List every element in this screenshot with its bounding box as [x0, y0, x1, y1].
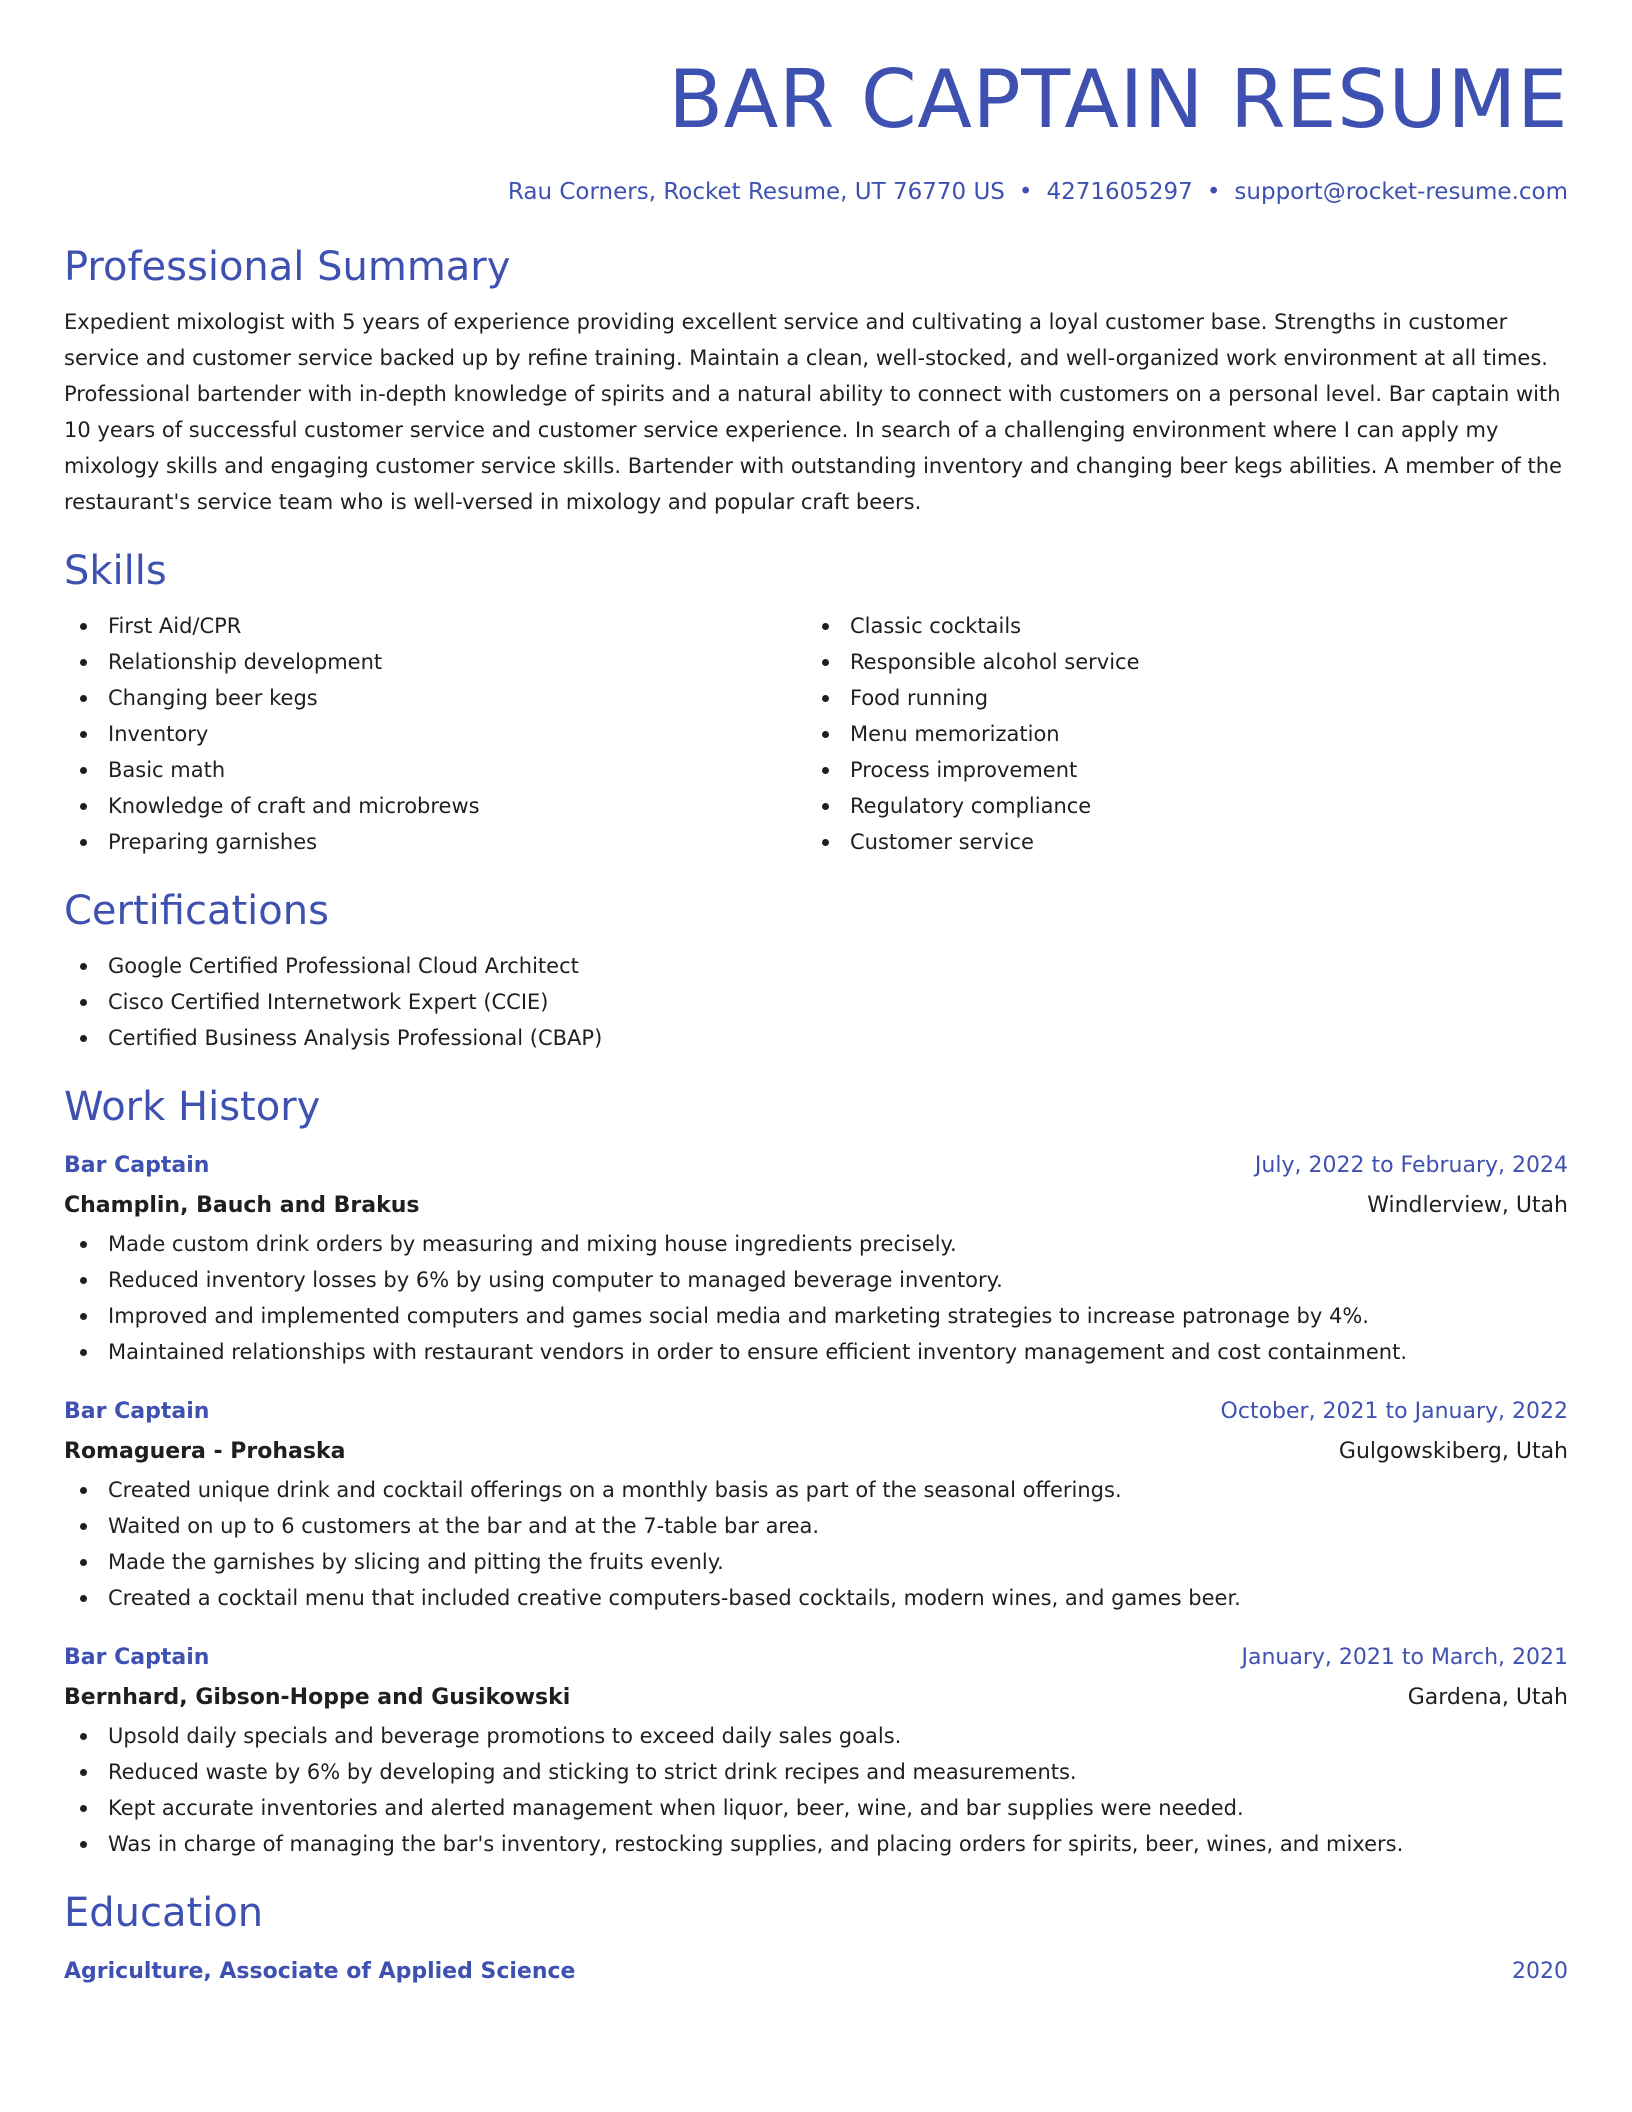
job-bullets: [64, 1718, 1568, 1862]
skills-section: [64, 546, 1568, 860]
contact-line: [64, 176, 1568, 208]
skills-list-left: [64, 608, 806, 860]
certifications-list: [64, 948, 1568, 1056]
education-section: [64, 1888, 1568, 1992]
section-title-skills: Skills: [64, 548, 167, 594]
job-bullet: Created unique drink and cocktail offerings on a monthly basis as part of the seasonal offerings.: [64, 1472, 1568, 1508]
skill-item: Relationship development: [64, 644, 806, 680]
section-title-certifications: Certifications: [64, 888, 329, 934]
job-company-row: [64, 1678, 1568, 1718]
education-year: 2020: [1512, 1959, 1568, 1984]
skill-item: Menu memorization: [806, 716, 1548, 752]
skill-item: Preparing garnishes: [64, 824, 806, 860]
job-location: Gardena, Utah: [1407, 1685, 1568, 1710]
job-bullet: Maintained relationships with restaurant vendors in order to ensure efficient inventory management and cost containment.: [64, 1334, 1568, 1370]
address: Rau Corners, Rocket Resume, UT 76770 US: [507, 179, 1005, 205]
skills-grid: [64, 608, 1568, 860]
certifications-section: [64, 886, 1568, 1056]
certification-item: Certified Business Analysis Professional (CBAP): [64, 1020, 1568, 1056]
job-bullet: Created a cocktail menu that included creative computers-based cocktails, modern wines, and games beer.: [64, 1580, 1568, 1616]
job-company-row: [64, 1186, 1568, 1226]
job-bullet: Improved and implemented computers and games social media and marketing strategies to increase patronage by 4%.: [64, 1298, 1568, 1334]
job-bullets: [64, 1472, 1568, 1616]
skill-item: Process improvement: [806, 752, 1548, 788]
skill-item: Classic cocktails: [806, 608, 1548, 644]
job-company: Champlin, Bauch and Brakus: [64, 1193, 420, 1218]
skill-item: Inventory: [64, 716, 806, 752]
job-entry: [64, 1392, 1568, 1616]
job-dates: January, 2021 to March, 2021: [1241, 1645, 1568, 1670]
job-dates: October, 2021 to January, 2022: [1220, 1399, 1568, 1424]
job-bullet: Was in charge of managing the bar's inventory, restocking supplies, and placing orders for spirits, beer, wines, and mixers.: [64, 1826, 1568, 1862]
job-bullet: Upsold daily specials and beverage promotions to exceed daily sales goals.: [64, 1718, 1568, 1754]
email-link[interactable]: support@rocket-resume.com: [1234, 179, 1568, 205]
skill-item: Regulatory compliance: [806, 788, 1548, 824]
job-bullet: Kept accurate inventories and alerted management when liquor, beer, wine, and bar supplies were needed.: [64, 1790, 1568, 1826]
separator: •: [1018, 179, 1033, 205]
education-row: [64, 1952, 1568, 1992]
job-bullet: Made custom drink orders by measuring and mixing house ingredients precisely.: [64, 1226, 1568, 1262]
job-title: Bar Captain: [64, 1153, 210, 1178]
section-title-education: Education: [64, 1890, 264, 1936]
skills-list-right: [806, 608, 1548, 860]
job-entry: [64, 1638, 1568, 1862]
skill-item: First Aid/CPR: [64, 608, 806, 644]
job-title: Bar Captain: [64, 1645, 210, 1670]
job-bullet: Reduced inventory losses by 6% by using computer to managed beverage inventory.: [64, 1262, 1568, 1298]
resume-title: BAR CAPTAIN RESUME: [668, 53, 1568, 146]
education-degree: Agriculture, Associate of Applied Science: [64, 1959, 576, 1984]
job-dates: July, 2022 to February, 2024: [1254, 1153, 1568, 1178]
skill-item: Knowledge of craft and microbrews: [64, 788, 806, 824]
job-location: Windlerview, Utah: [1367, 1193, 1568, 1218]
section-title-summary: Professional Summary: [64, 244, 511, 290]
job-header-row: [64, 1146, 1568, 1186]
job-location: Gulgowskiberg, Utah: [1338, 1439, 1568, 1464]
job-header-row: [64, 1638, 1568, 1678]
job-company: Bernhard, Gibson-Hoppe and Gusikowski: [64, 1685, 571, 1710]
summary-section: [64, 242, 1568, 520]
section-title-work-history: Work History: [64, 1084, 321, 1130]
job-bullets: [64, 1226, 1568, 1370]
job-header-row: [64, 1392, 1568, 1432]
skill-item: Changing beer kegs: [64, 680, 806, 716]
separator: •: [1206, 179, 1221, 205]
summary-text: Expedient mixologist with 5 years of experience providing excellent service and cultivating a loyal customer base. Strengths in customer service and customer service backed up by refine training. Maintain a clean, well-stocked, and well-organized work environment at all times. Professional bartender with in-depth knowledge of spirits and a natural ability to connect with customers on a personal level. Bar captain with 10 years of successful customer service and customer service experience. In search of a challenging environment where I can apply my mixology skills and engaging customer service skills. Bartender with outstanding inventory and changing beer kegs abilities. A member of the restaurant's service team who is well-versed in mixology and popular craft beers.: [64, 310, 1562, 514]
certification-item: Google Certified Professional Cloud Architect: [64, 948, 1568, 984]
work-history-section: [64, 1082, 1568, 1862]
job-title: Bar Captain: [64, 1399, 210, 1424]
skill-item: Customer service: [806, 824, 1548, 860]
skill-item: Responsible alcohol service: [806, 644, 1548, 680]
skill-item: Basic math: [64, 752, 806, 788]
phone: 4271605297: [1046, 179, 1193, 205]
certification-item: Cisco Certified Internetwork Expert (CCIE): [64, 984, 1568, 1020]
skill-item: Food running: [806, 680, 1548, 716]
job-entry: [64, 1146, 1568, 1370]
job-bullet: Made the garnishes by slicing and pitting the fruits evenly.: [64, 1544, 1568, 1580]
job-company: Romaguera - Prohaska: [64, 1439, 346, 1464]
job-bullet: Reduced waste by 6% by developing and sticking to strict drink recipes and measurements.: [64, 1754, 1568, 1790]
job-company-row: [64, 1432, 1568, 1472]
job-bullet: Waited on up to 6 customers at the bar and at the 7-table bar area.: [64, 1508, 1568, 1544]
